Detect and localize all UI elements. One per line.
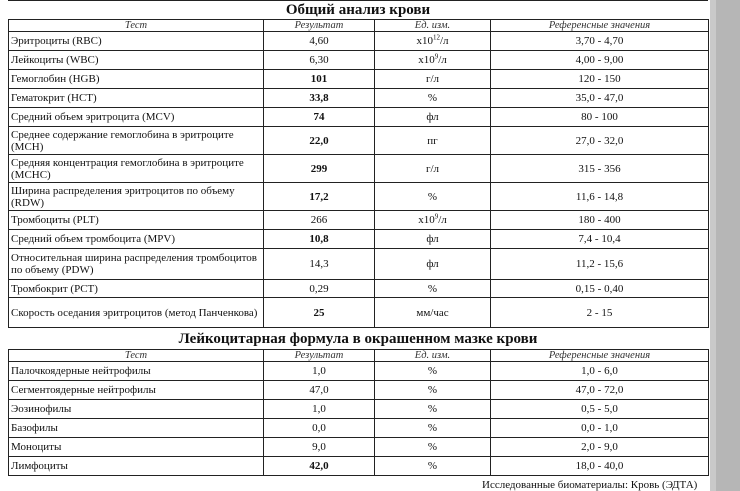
test-name-cell: Ширина распределения эритроцитов по объему (RDW) [9, 183, 264, 211]
unit-cell: % [375, 457, 491, 476]
result-cell: 74 [264, 108, 375, 127]
cbc-table [8, 19, 709, 328]
reference-cell: 47,0 - 72,0 [491, 381, 709, 400]
reference-cell: 80 - 100 [491, 108, 709, 127]
test-name-cell: Базофилы [9, 419, 264, 438]
unit-cell: % [375, 400, 491, 419]
result-cell: 6,30 [264, 51, 375, 70]
reference-cell: 35,0 - 47,0 [491, 89, 709, 108]
diff-title: Лейкоцитарная формула в окрашенном мазке крови [178, 331, 538, 347]
reference-cell: 27,0 - 32,0 [491, 127, 709, 155]
table-row [9, 362, 709, 381]
reference-cell: 2 - 15 [491, 298, 709, 328]
biomaterial-footer: Исследованные биоматериалы: Кровь (ЭДТА) [482, 479, 698, 491]
diff-table [8, 349, 709, 476]
unit-cell: % [375, 381, 491, 400]
reference-cell: 0,5 - 5,0 [491, 400, 709, 419]
unit-cell: % [375, 419, 491, 438]
unit-base: x10 [418, 54, 435, 66]
reference-cell: 4,00 - 9,00 [491, 51, 709, 70]
unit-cell [375, 51, 491, 70]
result-cell: 101 [264, 70, 375, 89]
col-header-unit: Ед. изм. [375, 350, 491, 362]
unit-exponent: 9 [434, 212, 439, 221]
reference-cell: 7,4 - 10,4 [491, 230, 709, 249]
test-name-cell: Гематокрит (HCT) [9, 89, 264, 108]
result-cell: 0,0 [264, 419, 375, 438]
table-row [9, 230, 709, 249]
table-row [9, 298, 709, 328]
test-name-cell: Лимфоциты [9, 457, 264, 476]
test-name-cell: Тромбокрит (PCT) [9, 280, 264, 298]
col-header-reference: Референсные значения [491, 20, 709, 32]
result-cell: 4,60 [264, 32, 375, 51]
table-row [9, 381, 709, 400]
unit-cell: фл [375, 249, 491, 280]
unit-tail: /л [438, 54, 447, 66]
reference-cell: 11,6 - 14,8 [491, 183, 709, 211]
table-row [9, 183, 709, 211]
test-name-cell: Гемоглобин (HGB) [9, 70, 264, 89]
cbc-title: Общий анализ крови [285, 2, 431, 18]
table-row [9, 280, 709, 298]
result-cell: 14,3 [264, 249, 375, 280]
unit-cell: % [375, 183, 491, 211]
result-cell: 17,2 [264, 183, 375, 211]
unit-tail: /л [439, 35, 449, 47]
table-row [9, 108, 709, 127]
result-cell: 42,0 [264, 457, 375, 476]
table-row [9, 438, 709, 457]
table-row [9, 457, 709, 476]
result-cell: 266 [264, 211, 375, 230]
col-header-unit: Ед. изм. [375, 20, 491, 32]
result-cell: 47,0 [264, 381, 375, 400]
unit-cell: % [375, 362, 491, 381]
unit-cell: фл [375, 230, 491, 249]
unit-exponent: 9 [434, 52, 439, 61]
unit-cell: фл [375, 108, 491, 127]
col-header-test: Тест [9, 350, 264, 362]
page-edge-shadow [710, 0, 740, 491]
reference-cell: 120 - 150 [491, 70, 709, 89]
reference-cell: 2,0 - 9,0 [491, 438, 709, 457]
reference-cell: 315 - 356 [491, 155, 709, 183]
result-cell: 0,29 [264, 280, 375, 298]
reference-cell: 0,15 - 0,40 [491, 280, 709, 298]
test-name-cell: Эозинофилы [9, 400, 264, 419]
unit-cell: пг [375, 127, 491, 155]
test-name-cell: Тромбоциты (PLT) [9, 211, 264, 230]
unit-cell [375, 211, 491, 230]
result-cell: 10,8 [264, 230, 375, 249]
table-row [9, 70, 709, 89]
unit-cell: % [375, 89, 491, 108]
table-row [9, 249, 709, 280]
table-row [9, 211, 709, 230]
result-cell: 22,0 [264, 127, 375, 155]
table-row [9, 127, 709, 155]
reference-cell: 18,0 - 40,0 [491, 457, 709, 476]
unit-cell: г/л [375, 70, 491, 89]
reference-cell: 0,0 - 1,0 [491, 419, 709, 438]
result-cell: 1,0 [264, 400, 375, 419]
unit-base: x10 [418, 214, 435, 226]
test-name-cell: Средний объем эритроцита (MCV) [9, 108, 264, 127]
test-name-cell: Палочкоядерные нейтрофилы [9, 362, 264, 381]
table-row [9, 400, 709, 419]
reference-cell: 180 - 400 [491, 211, 709, 230]
test-name-cell: Скорость оседания эритроцитов (метод Панченкова) [9, 298, 264, 328]
unit-cell: % [375, 438, 491, 457]
unit-exponent: 12 [432, 33, 440, 42]
cbc-header-row [9, 20, 709, 32]
reference-cell: 11,2 - 15,6 [491, 249, 709, 280]
reference-cell: 3,70 - 4,70 [491, 32, 709, 51]
col-header-result: Результат [264, 20, 375, 32]
unit-cell [375, 32, 491, 51]
table-row [9, 51, 709, 70]
test-name-cell: Моноциты [9, 438, 264, 457]
test-name-cell: Средний объем тромбоцита (MPV) [9, 230, 264, 249]
test-name-cell: Относительная ширина распределения тромбоцитов по объему (PDW) [9, 249, 264, 280]
result-cell: 299 [264, 155, 375, 183]
col-header-result: Результат [264, 350, 375, 362]
top-rule [8, 0, 708, 1]
result-cell: 9,0 [264, 438, 375, 457]
table-row [9, 419, 709, 438]
reference-cell: 1,0 - 6,0 [491, 362, 709, 381]
test-name-cell: Средняя концентрация гемоглобина в эритроците (MCHC) [9, 155, 264, 183]
test-name-cell: Среднее содержание гемоглобина в эритроците (MCH) [9, 127, 264, 155]
test-name-cell: Лейкоциты (WBC) [9, 51, 264, 70]
col-header-reference: Референсные значения [491, 350, 709, 362]
table-row [9, 32, 709, 51]
diff-header-row [9, 350, 709, 362]
result-cell: 1,0 [264, 362, 375, 381]
table-row [9, 155, 709, 183]
unit-cell: % [375, 280, 491, 298]
unit-cell: мм/час [375, 298, 491, 328]
unit-tail: /л [438, 214, 447, 226]
unit-base: x10 [416, 35, 433, 47]
table-row [9, 89, 709, 108]
col-header-test: Тест [9, 20, 264, 32]
test-name-cell: Сегментоядерные нейтрофилы [9, 381, 264, 400]
result-cell: 33,8 [264, 89, 375, 108]
unit-cell: г/л [375, 155, 491, 183]
test-name-cell: Эритроциты (RBC) [9, 32, 264, 51]
result-cell: 25 [264, 298, 375, 328]
